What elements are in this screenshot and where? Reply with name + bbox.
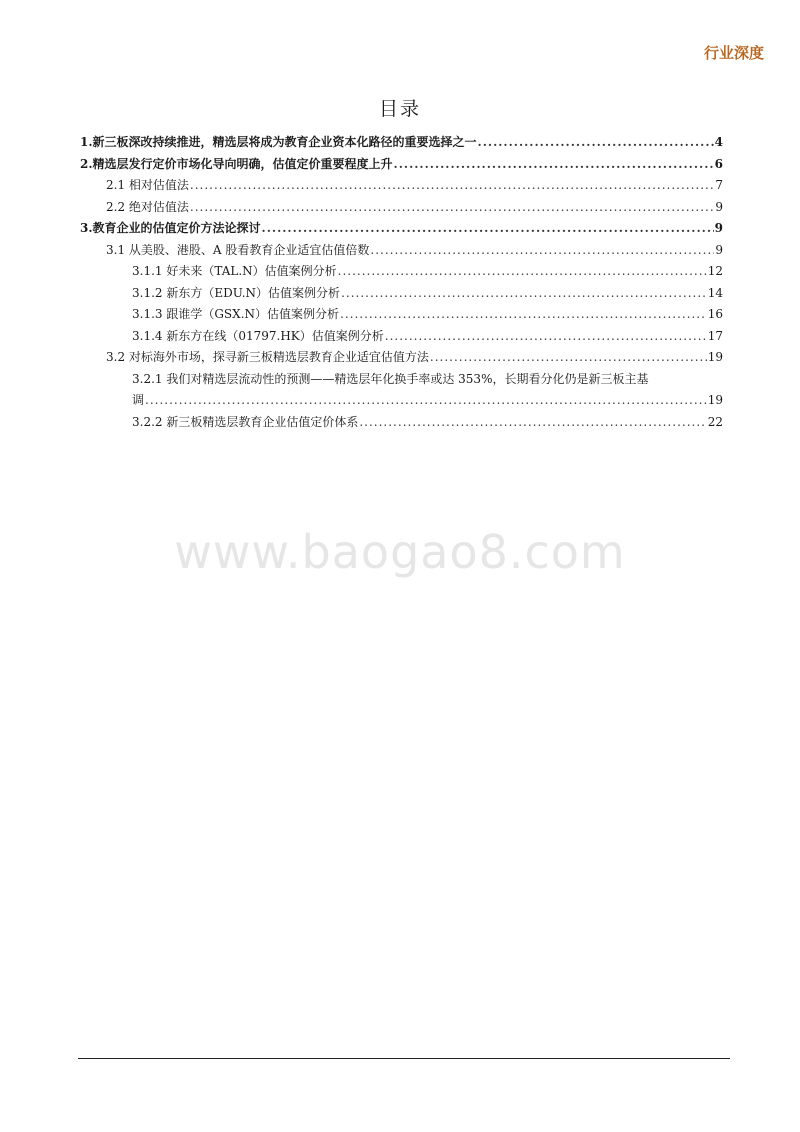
- toc-leader-dots: [359, 412, 706, 434]
- toc-leader-dots: [385, 326, 707, 348]
- watermark: www.baogao8.com: [174, 525, 626, 579]
- toc-entry-label: 3.1 从美股、港股、A 股看教育企业适宜估值倍数: [106, 242, 370, 257]
- toc-entry-2-1[interactable]: [80, 175, 723, 197]
- toc-entry-page: 4: [714, 135, 723, 149]
- toc-entry-3-2[interactable]: [80, 347, 723, 369]
- toc-entry-page: 16: [707, 307, 723, 321]
- toc-entry-label: 3.1.2 新东方（EDU.N）估值案例分析: [132, 285, 341, 300]
- toc-entry-3[interactable]: [80, 218, 723, 240]
- toc-title: 目录: [378, 98, 421, 120]
- toc-entry-3-2-1-continued[interactable]: [80, 390, 723, 412]
- toc-entry-3-1-2[interactable]: [80, 283, 723, 305]
- toc-entry-3-2-1[interactable]: [80, 369, 723, 391]
- toc-entry-page: 14: [707, 285, 723, 300]
- toc-entry-2-2[interactable]: [80, 197, 723, 219]
- toc-entry-label: 3.2.2 新三板精选层教育企业估值定价体系: [132, 414, 359, 429]
- footer-divider: [78, 1058, 730, 1059]
- toc-entry-label: 3.1.4 新东方在线（01797.HK）估值案例分析: [132, 328, 384, 343]
- toc-leader-dots: [340, 304, 707, 326]
- toc-entry-page: 9: [715, 242, 723, 257]
- toc-entry-page: 17: [707, 328, 723, 343]
- toc-leader-dots: [430, 347, 707, 369]
- toc-entry-3-1[interactable]: [80, 240, 723, 262]
- report-type-badge: 行业深度: [703, 44, 764, 62]
- toc-entry-label-continued: 调: [132, 393, 145, 407]
- toc-entry-label: 3.2 对标海外市场，探寻新三板精选层教育企业适宜估值方法: [106, 350, 429, 364]
- toc-entry-label: 2.1 相对估值法: [106, 178, 189, 192]
- toc-entry-page: 19: [707, 350, 723, 364]
- toc-leader-dots: [190, 175, 714, 197]
- toc-leader-dots: [394, 154, 714, 176]
- toc-entry-page: 6: [714, 156, 723, 171]
- toc-entry-page: 9: [714, 221, 723, 235]
- toc-entry-label: 3.2.1 我们对精选层流动性的预测——精选层年化换手率或达 353%，长期看分化仍是新三板主基: [132, 371, 649, 386]
- toc-entry-page: 19: [707, 393, 723, 407]
- toc-entry-3-1-1[interactable]: [80, 261, 723, 283]
- toc-entry-page: 22: [707, 414, 723, 429]
- toc-entry-label: 2.精选层发行定价市场化导向明确，估值定价重要程度上升: [80, 156, 393, 171]
- toc-entry-label: 1.新三板深改持续推进，精选层将成为教育企业资本化路径的重要选择之一: [80, 135, 477, 149]
- toc-leader-dots: [338, 261, 707, 283]
- toc-entry-label: 3.教育企业的估值定价方法论探讨: [80, 221, 261, 235]
- toc-entry-page: 9: [715, 199, 723, 214]
- toc-leader-dots: [478, 132, 714, 154]
- toc-entry-page: 12: [707, 264, 723, 278]
- toc-leader-dots: [341, 283, 707, 305]
- toc-entry-page: 7: [715, 178, 723, 192]
- toc-leader-dots: [262, 218, 714, 240]
- toc-leader-dots: [190, 197, 714, 219]
- table-of-contents: [80, 132, 723, 433]
- toc-leader-dots: [370, 240, 714, 262]
- toc-entry-label: 3.1.3 跟谁学（GSX.N）估值案例分析: [132, 307, 340, 321]
- toc-entry-3-1-3[interactable]: [80, 304, 723, 326]
- toc-entry-1[interactable]: [80, 132, 723, 154]
- toc-entry-3-1-4[interactable]: [80, 326, 723, 348]
- toc-leader-dots: [145, 390, 707, 412]
- toc-entry-label: 2.2 绝对估值法: [106, 199, 189, 214]
- toc-entry-label: 3.1.1 好未来（TAL.N）估值案例分析: [132, 264, 337, 278]
- toc-entry-3-2-2[interactable]: [80, 412, 723, 434]
- toc-entry-2[interactable]: [80, 154, 723, 176]
